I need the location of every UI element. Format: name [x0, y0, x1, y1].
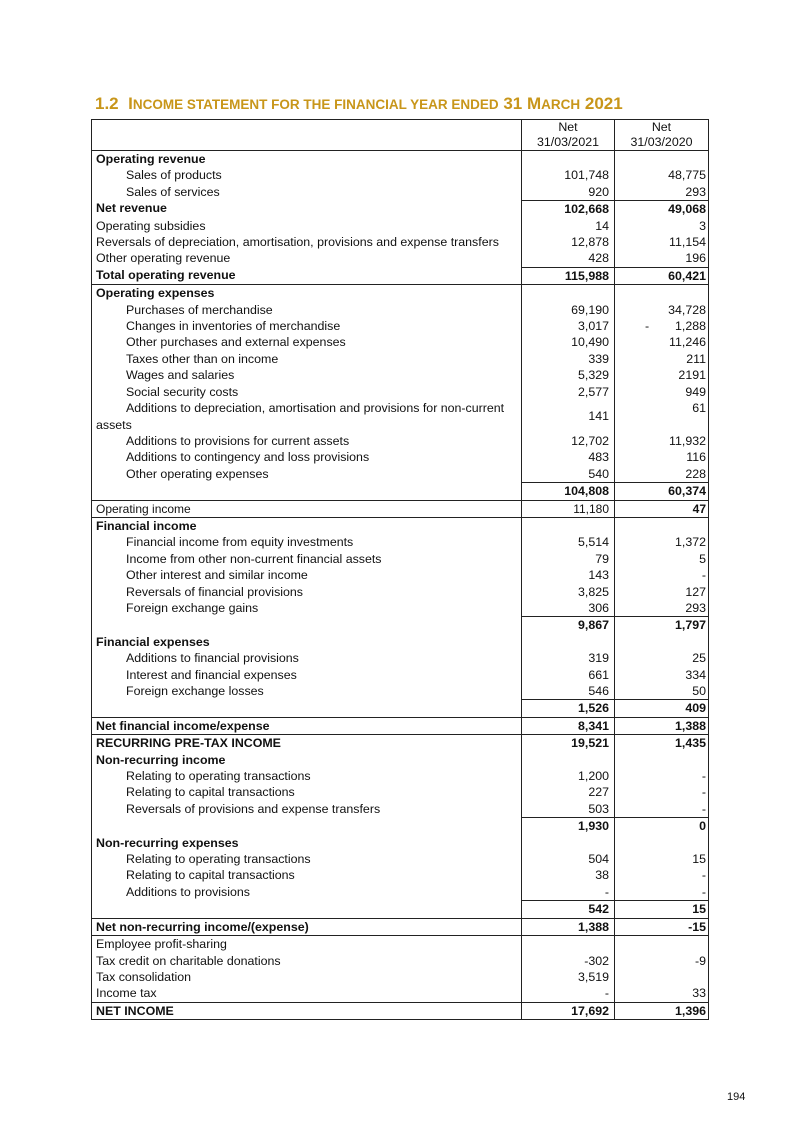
value-2020: -: [701, 785, 706, 800]
row-label: Net non-recurring income/(expense): [96, 919, 309, 934]
row-label: [92, 817, 521, 834]
row-label: Other purchases and external expenses: [126, 335, 346, 350]
value-2021: 102,668: [521, 200, 615, 217]
row-label: Tax consolidation: [96, 969, 192, 984]
row-label: Relating to operating transactions: [126, 769, 311, 784]
value-2021: 920: [521, 184, 615, 200]
row-label: Income from other non-current financial assets: [126, 551, 382, 566]
row-label: Operating revenue: [96, 152, 206, 166]
value-2020: -: [701, 801, 706, 816]
value-2021: 483: [521, 449, 615, 465]
table-row: [92, 234, 708, 250]
table-row: [92, 717, 708, 735]
value-2021: 69,190: [521, 302, 615, 318]
row-label: Financial income: [96, 518, 197, 533]
value-2020: 3: [699, 218, 706, 233]
value-2020: 211: [686, 351, 706, 366]
table-row: [92, 551, 708, 567]
value-2020: 50: [692, 684, 706, 698]
value-2020: 11,932: [669, 433, 706, 448]
page-title: 1.2 INCOME STATEMENT FOR THE FINANCIAL YEAR ENDED 31 MARCH 2021: [95, 94, 623, 113]
table-row: [92, 250, 708, 266]
value-2020: 15: [615, 900, 708, 917]
value-2020: [615, 969, 708, 985]
value-2020: 2191: [678, 368, 706, 383]
value-2021: -302: [521, 953, 615, 969]
row-label: Operating income: [96, 501, 191, 516]
row-label: Non-recurring income: [96, 752, 226, 767]
row-label: Foreign exchange losses: [126, 684, 264, 698]
value-2021: 38: [521, 867, 615, 883]
value-2020: 1,435: [674, 736, 706, 751]
table-row: [92, 936, 708, 952]
value-2020: 5: [699, 551, 706, 566]
value-2020: -: [701, 568, 706, 583]
value-2021: 542: [521, 900, 615, 917]
value-2020: 116: [686, 450, 706, 465]
row-label: Financial expenses: [96, 634, 210, 649]
table-row: [92, 784, 708, 800]
value-2020: -: [701, 868, 706, 883]
row-label: Non-recurring expenses: [96, 835, 239, 850]
value-2021: [521, 518, 615, 534]
table-row: [92, 218, 708, 234]
value-2020: [615, 835, 708, 851]
value-2020: [615, 151, 708, 167]
value-2021: -: [521, 985, 615, 1001]
value-2021: 3,825: [521, 584, 615, 600]
table-header: [92, 120, 708, 150]
value-2020: 33: [692, 986, 706, 1001]
value-2020: 228: [685, 466, 706, 481]
row-label: Relating to operating transactions: [126, 852, 311, 867]
value-2020: 61: [692, 401, 706, 416]
header-col-2021: Net 31/03/2021: [521, 120, 615, 150]
value-2021: 101,748: [521, 167, 615, 183]
value-2020: -: [701, 769, 706, 784]
value-2021: 661: [521, 667, 615, 683]
value-2020: 60,374: [615, 482, 708, 499]
table-row: [92, 817, 708, 834]
value-2020: -9: [694, 953, 706, 968]
table-row: [92, 184, 708, 200]
row-label: Social security costs: [126, 384, 239, 399]
value-2021: 10,490: [521, 334, 615, 350]
table-row: [92, 302, 708, 318]
table-row: [92, 768, 708, 784]
table-row: [92, 600, 708, 616]
row-label: Operating subsidies: [96, 218, 206, 233]
row-label: Tax credit on charitable donations: [96, 953, 281, 968]
value-2020: 1,396: [674, 1003, 706, 1018]
table-row: [92, 735, 708, 751]
value-2020: 34,728: [668, 302, 706, 317]
value-2021: 2,577: [521, 384, 615, 400]
table-row: [92, 969, 708, 985]
row-label: Other operating expenses: [126, 466, 269, 481]
table-row: [92, 1002, 708, 1019]
table-row: [92, 851, 708, 867]
table-row: [92, 433, 708, 449]
value-2020: 47: [692, 501, 706, 516]
table-row: [92, 616, 708, 633]
row-label: Taxes other than on income: [126, 351, 279, 366]
value-2020: 15: [692, 852, 706, 867]
value-2020: 196: [685, 251, 706, 266]
row-label: Sales of products: [126, 168, 222, 183]
table-row: [92, 801, 708, 817]
row-label: Other interest and similar income: [126, 568, 308, 583]
value-2021: 115,988: [521, 267, 615, 284]
row-label: Interest and financial expenses: [126, 667, 297, 682]
value-2020: 1,372: [674, 535, 706, 550]
value-2020: - 1,288: [645, 319, 706, 334]
value-2021: [521, 285, 615, 301]
table-row: [92, 351, 708, 367]
value-2020: [615, 518, 708, 534]
value-2020: 49,068: [615, 200, 708, 217]
table-row: [92, 518, 708, 534]
table-row: [92, 367, 708, 383]
row-label: Sales of services: [126, 184, 220, 199]
row-label: Additions to provisions: [126, 884, 250, 899]
row-label: Reversals of depreciation, amortisation, provisions and expense transfers: [96, 235, 499, 250]
row-label: Additions to depreciation, amortisation and provisions for non-current assets: [96, 401, 505, 432]
value-2020: [615, 285, 708, 301]
value-2020: 293: [685, 600, 706, 615]
row-label: Additions to financial provisions: [126, 651, 299, 666]
value-2021: 1,930: [521, 817, 615, 834]
table-row: [92, 167, 708, 183]
value-2021: [521, 634, 615, 650]
value-2020: 11,246: [669, 335, 706, 350]
header-col-2020: Net 31/03/2020: [630, 120, 693, 149]
row-label: RECURRING PRE-TAX INCOME: [96, 736, 281, 751]
value-2021: 79: [521, 551, 615, 567]
value-2021: 11,180: [521, 501, 615, 517]
table-row: [92, 482, 708, 499]
table-row: [92, 867, 708, 883]
table-row: [92, 699, 708, 716]
row-label: Total operating revenue: [96, 267, 236, 282]
value-2021: 503: [521, 801, 615, 817]
value-2020: [615, 936, 708, 952]
value-2021: 540: [521, 466, 615, 482]
row-label: Wages and salaries: [126, 368, 235, 383]
value-2021: 1,388: [521, 919, 615, 935]
value-2020: 127: [685, 584, 706, 599]
table-row: [92, 884, 708, 900]
row-label: Additions to provisions for current assets: [126, 433, 350, 448]
table-row: [92, 449, 708, 465]
header-label-cell: [92, 120, 521, 150]
table-row: [92, 334, 708, 350]
row-label: Relating to capital transactions: [126, 785, 295, 800]
value-2020: [615, 634, 708, 650]
value-2020: 1,797: [615, 616, 708, 633]
value-2021: 428: [521, 250, 615, 266]
row-label: Additions to contingency and loss provisions: [126, 450, 370, 465]
row-label: Reversals of provisions and expense transfers: [126, 801, 381, 816]
row-label: Other operating revenue: [96, 251, 231, 266]
value-2021: 14: [521, 218, 615, 234]
row-label: [92, 482, 521, 499]
table-row: [92, 200, 708, 217]
value-2021: 9,867: [521, 616, 615, 633]
value-2021: [521, 752, 615, 768]
row-label: Reversals of financial provisions: [126, 584, 303, 599]
row-label: NET INCOME: [96, 1003, 174, 1018]
value-2020: -15: [688, 919, 706, 934]
table-row: [92, 953, 708, 969]
table-row: [92, 900, 708, 917]
value-2021: 12,878: [521, 234, 615, 250]
value-2021: [521, 835, 615, 851]
value-2021: 5,514: [521, 534, 615, 550]
value-2020: 60,421: [615, 267, 708, 284]
row-label: Financial income from equity investments: [126, 535, 354, 550]
row-label: Income tax: [96, 986, 157, 1001]
table-row: [92, 683, 708, 699]
row-label: Employee profit-sharing: [96, 937, 227, 952]
value-2020: [615, 752, 708, 768]
value-2021: 227: [521, 784, 615, 800]
table-row: [92, 500, 708, 518]
table-row: [92, 835, 708, 851]
row-label: Net revenue: [96, 201, 167, 216]
value-2021: 5,329: [521, 367, 615, 383]
income-statement-table: [91, 119, 709, 1020]
value-2021: 141: [521, 400, 615, 433]
table-row: [92, 752, 708, 768]
row-label: Foreign exchange gains: [126, 600, 259, 615]
value-2021: 339: [521, 351, 615, 367]
value-2021: 3,519: [521, 969, 615, 985]
value-2021: 546: [521, 683, 615, 699]
value-2021: 504: [521, 851, 615, 867]
row-label: Net financial income/expense: [96, 718, 270, 733]
value-2020: 293: [685, 184, 706, 199]
row-label: [92, 699, 521, 716]
table-row: [92, 318, 708, 334]
table-row: [92, 650, 708, 666]
value-2021: 1,200: [521, 768, 615, 784]
page-number: 194: [727, 1091, 746, 1103]
value-2021: 104,808: [521, 482, 615, 499]
value-2020: 11,154: [669, 235, 706, 250]
value-2021: 319: [521, 650, 615, 666]
value-2021: 17,692: [521, 1003, 615, 1019]
value-2020: 0: [615, 817, 708, 834]
value-2020: 409: [615, 699, 708, 716]
table-row: [92, 267, 708, 285]
table-row: [92, 918, 708, 936]
value-2020: 949: [685, 384, 706, 399]
value-2020: 25: [692, 651, 706, 666]
table-row: [92, 667, 708, 683]
table-row: [92, 400, 708, 433]
value-2021: -: [521, 884, 615, 900]
table-row: [92, 150, 708, 167]
value-2021: 12,702: [521, 433, 615, 449]
table-row: [92, 634, 708, 650]
value-2020: -: [701, 884, 706, 899]
value-2021: 19,521: [521, 735, 615, 751]
value-2021: 3,017: [521, 318, 615, 334]
value-2021: [521, 151, 615, 167]
value-2021: 1,526: [521, 699, 615, 716]
table-row: [92, 584, 708, 600]
table-row: [92, 985, 708, 1001]
row-label: Operating expenses: [96, 286, 215, 301]
row-label: [92, 900, 521, 917]
row-label: Changes in inventories of merchandise: [126, 319, 341, 334]
value-2021: 143: [521, 567, 615, 583]
value-2021: 306: [521, 600, 615, 616]
table-row: [92, 534, 708, 550]
row-label: [92, 616, 521, 633]
value-2020: 1,388: [674, 718, 706, 733]
table-row: [92, 567, 708, 583]
value-2020: 48,775: [668, 168, 706, 183]
value-2020: 334: [685, 667, 706, 682]
value-2021: [521, 936, 615, 952]
row-label: Purchases of merchandise: [126, 302, 273, 317]
row-label: Relating to capital transactions: [126, 868, 295, 883]
table-row: [92, 466, 708, 482]
table-row: [92, 285, 708, 301]
value-2021: 8,341: [521, 718, 615, 734]
table-row: [92, 384, 708, 400]
